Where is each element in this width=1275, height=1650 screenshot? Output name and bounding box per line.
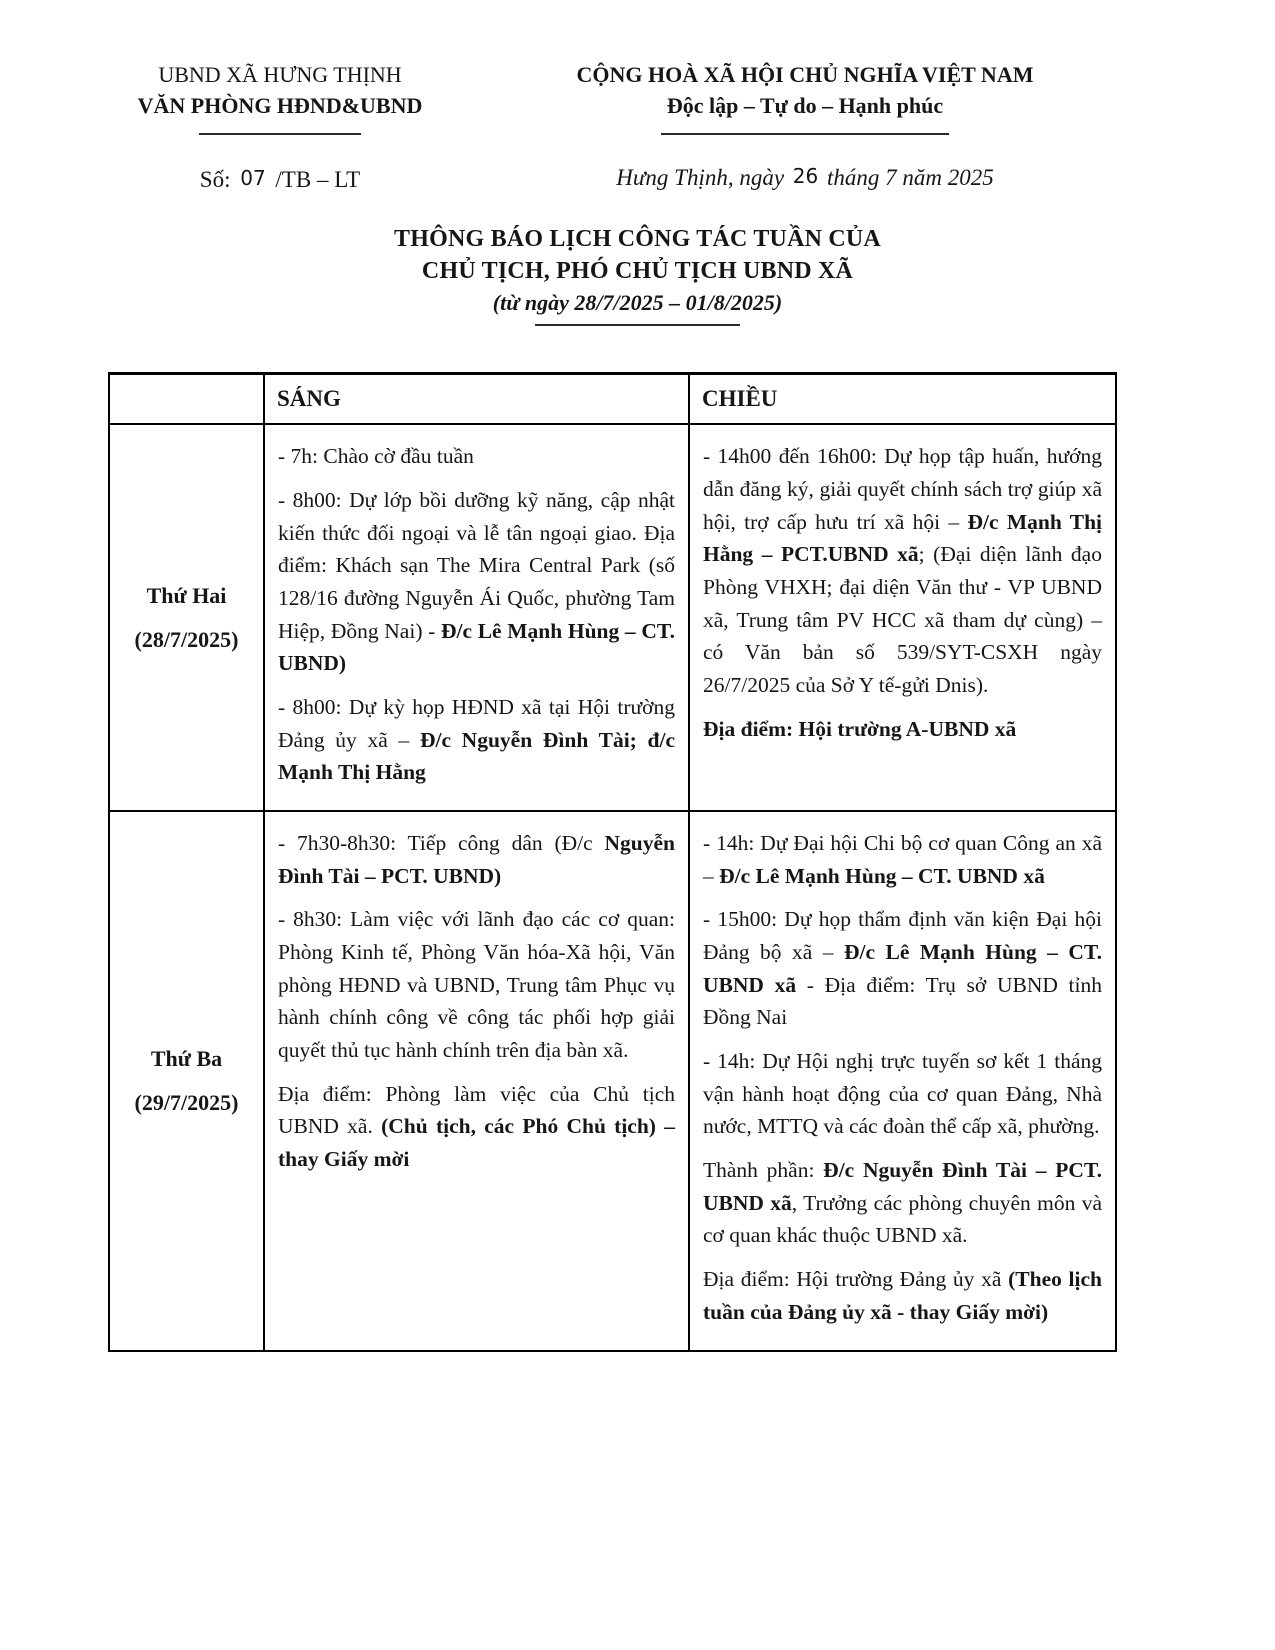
afternoon-column-header: CHIỀU	[689, 374, 1116, 425]
schedule-paragraph	[278, 827, 675, 892]
document-header	[0, 0, 1275, 193]
schedule-paragraph	[278, 440, 675, 473]
national-motto-underline	[661, 132, 949, 135]
day-cell	[109, 424, 264, 811]
morning-cell	[264, 811, 689, 1350]
schedule-paragraph	[278, 1078, 675, 1176]
schedule-text: - 14h: Dự Hội nghị trực tuyến sơ kết 1 tháng vận hành hoạt động của cơ quan Đảng, Nhà nước, MTTQ và các đoàn thể cấp xã, phường.	[703, 1049, 1102, 1139]
document-title-block	[0, 223, 1275, 327]
schedule-paragraph	[703, 903, 1102, 1034]
schedule-text: - 8h00: Dự kỳ họp HĐND xã tại Hội trường Đảng ủy xã –	[278, 695, 675, 752]
schedule-text: - 8h30: Làm việc với lãnh đạo các cơ quan: Phòng Kinh tế, Phòng Văn hóa-Xã hội, Văn phòng HĐND và UBND, Trung tâm Phục vụ hành chính công về công tác phối hợp giải quyết thủ tục hành chính trên địa bàn xã.	[278, 907, 675, 1063]
table-row	[109, 424, 1116, 811]
schedule-text-bold: Đ/c Lê Mạnh Hùng – CT. UBND)	[278, 618, 675, 676]
schedule-text-bold: Nguyễn Đình Tài – PCT. UBND)	[278, 831, 675, 888]
document-number-line	[55, 167, 505, 193]
schedule-paragraph	[278, 484, 675, 680]
schedule-text: - 14h00 đến 16h00: Dự họp tập huấn, hướng dẫn đăng ký, giải quyết chính sách trợ giúp xã hội, trợ cấp hưu trí xã hội –	[703, 444, 1102, 534]
schedule-text: Địa điểm: Phòng làm việc của Chủ tịch UBND xã.	[278, 1081, 675, 1139]
place-date-line	[510, 165, 1100, 191]
schedule-text-bold: (Theo lịch tuần của Đảng ủy xã - thay Giấy mời)	[703, 1267, 1102, 1324]
date-day-value: 26	[792, 163, 819, 188]
schedule-text: - 7h: Chào cờ đầu tuần	[278, 444, 474, 469]
schedule-text: - 14h: Dự Đại hội Chi bộ cơ quan Công an xã –	[703, 831, 1102, 888]
schedule-text: - Địa điểm: Trụ sở UBND tỉnh Đồng Nai	[703, 972, 1103, 1030]
issuing-office-line1: UBND XÃ HƯNG THỊNH	[158, 62, 402, 87]
schedule-table	[108, 372, 1117, 1351]
day-label: Thứ Hai	[146, 582, 227, 608]
schedule-text-bold: Đ/c Nguyễn Đình Tài; đ/c Mạnh Thị Hằng	[278, 727, 675, 785]
morning-column-header: SÁNG	[264, 374, 689, 425]
afternoon-cell	[689, 424, 1116, 811]
document-number-suffix: /TB – LT	[275, 166, 361, 192]
schedule-text: - 15h00: Dự họp thẩm định văn kiện Đại hội Đảng bộ xã –	[703, 907, 1102, 965]
schedule-paragraph	[278, 903, 675, 1066]
day-label: (28/7/2025)	[134, 626, 239, 652]
day-column-header	[109, 374, 264, 425]
schedule-text: Địa điểm: Hội trường Đảng ủy xã	[703, 1267, 1009, 1292]
document-number-label: Số:	[199, 166, 231, 192]
schedule-text-bold: Đ/c Lê Mạnh Hùng – CT. UBND xã	[703, 940, 1102, 997]
schedule-text: ; (Đại diện lãnh đạo Phòng VHXH; đại diện Văn thư - VP UBND xã, Trung tâm PV HCC xã tham dự cùng) – có Văn bản số 539/SYT-CSXH ngày 26/7/2025 của Sở Y tế-gửi Dnis).	[703, 542, 1102, 698]
place-date-suffix: tháng 7 năm 2025	[827, 164, 994, 190]
issuing-office-underline	[199, 132, 361, 135]
schedule-body	[109, 424, 1116, 1350]
schedule-header-row	[109, 374, 1116, 425]
national-motto-block	[510, 60, 1100, 193]
schedule-paragraph	[278, 691, 675, 789]
morning-cell	[264, 424, 689, 811]
schedule-text: - 7h30-8h30: Tiếp công dân (Đ/c	[278, 831, 605, 856]
schedule-paragraph	[703, 1045, 1102, 1143]
document-title-underline	[535, 324, 740, 326]
schedule-text: Thành phần:	[703, 1158, 824, 1183]
issuing-office-block	[55, 60, 505, 193]
schedule-text: - 8h00: Dự lớp bồi dưỡng kỹ năng, cập nhật kiến thức đối ngoại và lễ tân ngoại giao. Địa điểm: Khách sạn The Mira Central Park (số 128/16 đường Nguyễn Ái Quốc, phường Tam Hiệp, Đồng Nai) -	[278, 488, 675, 643]
schedule-paragraph	[703, 713, 1102, 746]
national-motto: Độc lập – Tự do – Hạnh phúc	[666, 92, 944, 118]
national-title: CỘNG HOÀ XÃ HỘI CHỦ NGHĨA VIỆT NAM	[576, 62, 1034, 87]
document-title-daterange: (từ ngày 28/7/2025 – 01/8/2025)	[492, 290, 783, 316]
day-label: (29/7/2025)	[134, 1089, 239, 1115]
schedule-paragraph	[703, 1154, 1102, 1252]
schedule-text-bold: Đ/c Mạnh Thị Hằng – PCT.UBND xã	[703, 509, 1102, 567]
schedule-text-bold: Địa điểm: Hội trường A-UBND xã	[703, 716, 1017, 741]
issuing-office-line2: VĂN PHÒNG HĐND&UBND	[137, 92, 423, 118]
afternoon-cell	[689, 811, 1116, 1350]
place-date-prefix: Hưng Thịnh, ngày	[616, 164, 785, 190]
document-title-line2: CHỦ TỊCH, PHÓ CHỦ TỊCH UBND XÃ	[421, 257, 854, 284]
schedule-text-bold: Đ/c Nguyễn Đình Tài – PCT. UBND xã	[703, 1158, 1102, 1215]
day-cell	[109, 811, 264, 1350]
schedule-paragraph	[703, 1263, 1102, 1328]
document-number-value: 07	[240, 165, 266, 190]
schedule-text-bold: Đ/c Lê Mạnh Hùng – CT. UBND xã	[719, 863, 1045, 888]
table-row	[109, 811, 1116, 1350]
document-title-line1: THÔNG BÁO LỊCH CÔNG TÁC TUẦN CỦA	[394, 225, 881, 252]
day-label: Thứ Ba	[150, 1045, 223, 1071]
schedule-paragraph	[703, 440, 1102, 701]
schedule-text-bold: (Chủ tịch, các Phó Chủ tịch) – thay Giấy mời	[278, 1114, 675, 1172]
schedule-paragraph	[703, 827, 1102, 892]
schedule-text: , Trưởng các phòng chuyên môn và cơ quan khác thuộc UBND xã.	[703, 1190, 1103, 1248]
